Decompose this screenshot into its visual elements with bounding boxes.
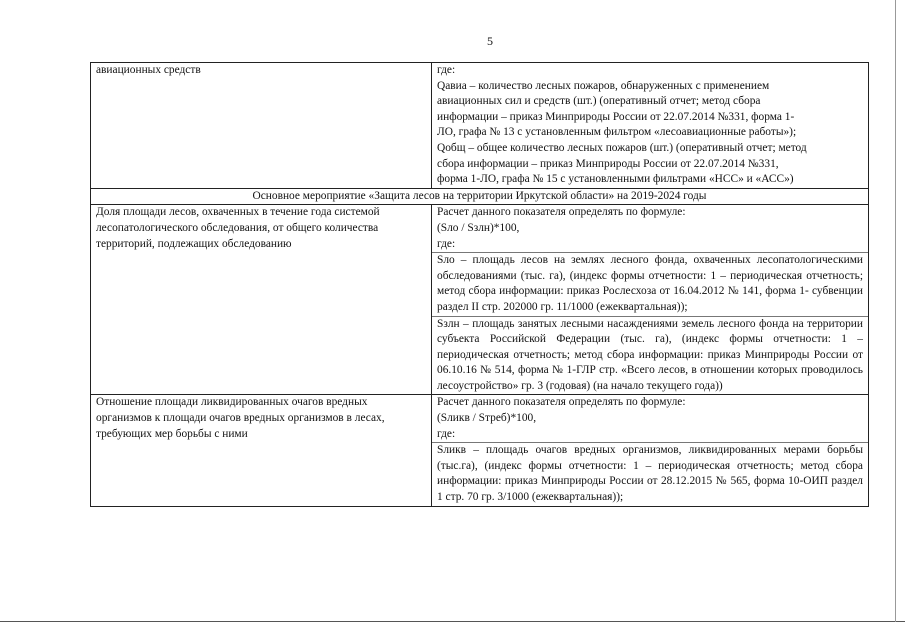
method-line: где: [437, 427, 456, 440]
table-row [91, 63, 869, 189]
method-line: Расчет данного показателя определять по формуле: [437, 396, 686, 409]
method-line: форма 1-ЛО, графа № 15 с установленными фильтрами «НСС» и «АСС») [437, 173, 794, 186]
table-row [91, 395, 869, 506]
page-number: 5 [487, 34, 493, 48]
method-line: авиационных сил и средств (шт.) (оперативный отчет; метод сбора [437, 95, 761, 108]
method-cell [432, 395, 869, 506]
method-line: информации – приказ Минприроды России от 22.07.2014 №331, форма 1- [437, 110, 795, 123]
method-line: где: [437, 64, 456, 76]
indicator-name-cell [91, 395, 432, 506]
variable-definition: Sзлн – площадь занятых лесными насаждениями земель лесного фонда на территории субъекта Российской Федерации (тыс. га), (индекс формы отчетности: 1 – периодическая отчетность; метод сбора информации: приказ Минприроды России от 06.10.16 № 514, форма № 1-ГЛР стр. «Всего лесов, в отношении которых проводилось лесоустройство» гр. 3 (годовая) (на начало текущего года)) [437, 317, 863, 392]
indicator-table [90, 62, 869, 507]
indicator-name: авиационных средств [96, 64, 201, 76]
indicator-name: Доля площади лесов, охваченных в течение года системой лесопатологического обследования, от общего количества территорий, подлежащих обследованию [96, 206, 380, 250]
indicator-name: Отношение площади ликвидированных очагов вредных организмов к площади очагов вредных организмов в лесах, требующих мер борьбы с ними [96, 396, 385, 440]
section-heading: Основное мероприятие «Защита лесов на территории Иркутской области» на 2019-2024 годы [91, 188, 869, 205]
formula-block [432, 395, 868, 443]
method-line: Qавиа – количество лесных пожаров, обнаруженных с применением [437, 79, 770, 92]
indicator-name-cell [91, 205, 432, 395]
method-line: Расчет данного показателя определять по формуле: [437, 206, 686, 219]
formula-block [432, 205, 868, 253]
method-cell [432, 63, 869, 189]
formula: (Sликв / Sтреб)*100, [437, 412, 537, 425]
page-right-edge [895, 0, 896, 622]
section-heading-row [91, 188, 869, 205]
method-line: ЛО, графа № 13 с установленным фильтром «лесоавиационные работы»); [437, 126, 797, 139]
variable-definition: Sло – площадь лесов на землях лесного фонда, охваченных лесопатологическими обследованиями (тыс. га), (индекс формы отчетности: 1 – периодическая отчетность; метод сбора информации: приказ Рослесхоза от 16.04.2012 № 141, форма 1- субвенции раздел II стр. 202000 гр. 11/1000 (ежеквартальная)); [432, 253, 868, 316]
method-cell [432, 205, 869, 395]
page-bottom-rule [0, 621, 905, 622]
method-line: где: [437, 237, 456, 250]
formula: (Sло / Sзлн)*100, [437, 221, 520, 234]
variable-definition: Sликв – площадь очагов вредных организмов, ликвидированных мерами борьбы (тыс.га), (индекс формы отчетности: 1 – периодическая отчетность; метод сбора информации: приказ Минприроды России от 28.12.2015 № 565, форма 10-ОИП раздел 1 стр. 70 гр. 3/1000 (ежеквартальная)); [437, 444, 863, 504]
indicator-name-cell [91, 63, 432, 189]
method-line: Qобщ – общее количество лесных пожаров (шт.) (оперативный отчет; метод [437, 141, 807, 154]
method-line: сбора информации – приказ Минприроды России от 22.07.2014 №331, [437, 157, 779, 170]
table-row [91, 205, 869, 395]
